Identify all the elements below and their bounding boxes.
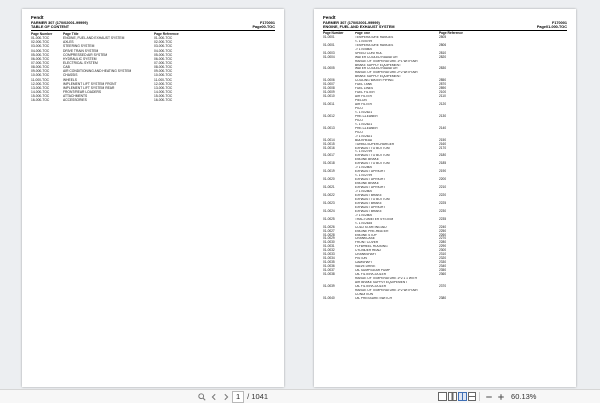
row-page-title: CHASSIS (63, 73, 78, 78)
row-page-reference: 09-000-TOC (154, 69, 173, 74)
model-code: F170001 (260, 21, 275, 25)
row-page-reference: 2140 (439, 125, 447, 130)
model-title: FARMER 307 (170/02001-99999) (323, 21, 380, 25)
row-page-title: CYLINDER HEAD (355, 249, 381, 253)
forward-icon[interactable] (220, 391, 232, 403)
row-page-reference: 2350 (439, 268, 447, 273)
row-page-reference: 2340 (439, 264, 447, 269)
row-page-title: EXHAUST TO BOTTOM (355, 146, 390, 150)
row-page-number: 05-000-TOC (31, 52, 50, 57)
row-page-reference: 2160 (439, 141, 447, 146)
row-page-number: 01-0039 (323, 283, 335, 288)
row-page-number: 01-0027 (323, 228, 335, 233)
row-page-number: 01-0013 (323, 125, 335, 130)
row-page-number: 01-0021 (323, 185, 335, 190)
brand-label: Fendt (323, 15, 336, 20)
row-page-reference: 2180 (439, 153, 447, 158)
row-page-number: 07-000-TOC (31, 60, 50, 65)
row-page-reference: 08-000-TOC (154, 65, 173, 70)
row-page-reference: 07-000-TOC (154, 60, 173, 65)
parts-row (323, 297, 567, 301)
section-ref: Page01-000-TOC (536, 25, 567, 30)
row-page-number: 01-0016 (323, 145, 335, 150)
row-page-number: 01-0032 (323, 248, 335, 253)
row-page-number: 01-0036 (323, 264, 335, 269)
row-page-reference: 2200 (439, 177, 447, 182)
row-page-title: PISTON (355, 257, 367, 261)
row-page-number: 01-0040 (323, 295, 335, 300)
row-page-title: WATER COOLED RADIATOR (355, 67, 398, 71)
row-page-number: 01-0026 (323, 224, 335, 229)
row-page-title: EXHAUST UPRIGHT (355, 170, 386, 174)
row-page-reference: 2150 (439, 137, 447, 142)
row-page-reference: 2310 (439, 252, 447, 257)
row-page-title: -> 170/2621 (355, 134, 373, 138)
row-page-number: 01-0025 (323, 216, 335, 221)
row-page-reference: 2820 (439, 54, 447, 59)
row-page-title: RANGE OF TEMPERATURE 1+2 WITH AIR (355, 288, 418, 292)
row-page-title: TRACTOMETER SYSTEM (355, 217, 394, 221)
row-page-title: COMPRESSED AIR SYSTEM (63, 52, 108, 57)
row-page-title: <- 170/2621 (355, 122, 373, 126)
row-page-title: AIR CONDITIONING AND HEATING SYSTEM (63, 69, 132, 74)
row-page-title: CAB (63, 65, 70, 70)
row-page-number: 01-0029 (323, 236, 335, 241)
row-page-title: COOLING WATER PIPING (355, 79, 394, 83)
section-title: TABLE OF CONTENT (31, 25, 70, 30)
row-page-reference: 2330 (439, 260, 447, 265)
row-page-number: 01-000-TOC (31, 36, 50, 41)
row-page-title: FRONT/REAR LOADERS (63, 90, 102, 95)
toc-table-body (31, 36, 275, 103)
row-page-reference: 2220 (439, 192, 447, 197)
current-page: 1 (236, 392, 241, 401)
row-page-number: 01-0028 (323, 232, 335, 237)
row-page-title: -> 170/2800 (355, 213, 373, 217)
row-page-number: 06-000-TOC (31, 56, 50, 61)
model-code: F170001 (552, 21, 567, 25)
row-page-title: <- 170/2799 (355, 174, 373, 178)
row-page-reference: 2110 (439, 94, 446, 99)
row-page-title: <- 170/2799 (355, 150, 373, 154)
page-layout-icons[interactable] (438, 391, 476, 403)
row-page-number: 01-0030 (323, 240, 335, 245)
row-page-title: AXLES (63, 40, 74, 45)
row-page-title: CAMSHAFT (355, 261, 373, 265)
row-page-reference: 15-000-TOC (154, 94, 173, 99)
row-page-number: 01-0017 (323, 153, 335, 158)
row-page-title: WATER COOLED RADIATOR (355, 55, 398, 59)
row-page-reference: 2210 (439, 185, 447, 190)
row-page-title: ENGINE BRAKE (355, 182, 379, 186)
search-icon[interactable] (196, 391, 208, 403)
row-page-reference: 11-000-TOC (154, 77, 173, 82)
row-page-reference: 2170 (439, 145, 447, 150)
row-page-number: 01-0005 (323, 66, 335, 71)
row-page-reference: 2380 (439, 295, 447, 300)
row-page-title: FLYWHEEL HOUSING (355, 245, 388, 249)
row-page-title: WHEELS (63, 77, 77, 82)
row-page-reference: 10-000-TOC (154, 73, 173, 78)
document-page-1 (22, 9, 284, 387)
col-page-title: Page Title (355, 31, 370, 35)
row-page-reference: 2185 (439, 161, 447, 166)
row-page-reference: 2130 (439, 113, 447, 118)
row-page-reference: 2830 (439, 66, 447, 71)
row-page-title: OIL SUMP/GEAR PUMP (355, 269, 391, 273)
row-page-title: <- 170/2635 (355, 221, 373, 225)
zoom-in-icon[interactable] (495, 391, 507, 403)
row-page-number: 02-000-TOC (31, 40, 50, 45)
row-page-title: EXHAUST UPRIGHT (355, 205, 386, 209)
row-page-number: 16-000-TOC (31, 98, 50, 103)
row-page-reference: 2280 (439, 240, 447, 245)
row-page-title: EXHAUST UPRIGHT (355, 186, 386, 190)
row-page-title: ENGINE, FUEL AND EXHAUST SYSTEM (63, 36, 125, 41)
section-header (323, 25, 567, 29)
row-page-title: ENGINE PRE-HEATER (355, 229, 389, 233)
row-page-number: 01-0008 (323, 86, 335, 91)
row-page-number: 01-0022 (323, 192, 335, 197)
row-page-title: -> 170/5800 (355, 47, 373, 51)
row-page-number: 01-0038 (323, 272, 335, 277)
zoom-out-icon[interactable] (483, 391, 495, 403)
row-page-number: 01-0003 (323, 50, 335, 55)
col-page-reference: Page Reference (439, 30, 463, 35)
row-page-title: BULKHEAD (355, 138, 373, 142)
row-page-number: 01-0009 (323, 90, 335, 95)
row-page-number: 01-0019 (323, 169, 335, 174)
row-page-number: 15-000-TOC (31, 94, 50, 99)
row-page-number: 01-0034 (323, 256, 335, 261)
row-page-title: CONDITION (355, 292, 373, 296)
row-page-reference: 2260 (439, 232, 447, 237)
row-page-reference: 2120 (439, 102, 447, 107)
document-page-2 (314, 9, 576, 387)
row-page-title: -> 170/2800 (355, 166, 373, 170)
section-title: ENGINE, FUEL AND EXHAUST SYSTEM (323, 25, 395, 30)
row-page-number: 01-0035 (323, 260, 335, 265)
row-page-title: PIELON (355, 99, 367, 103)
toc-row (31, 98, 275, 102)
row-page-number: 03-000-TOC (31, 44, 50, 49)
row-page-title: IMPLEMENT LIFT SYSTEM REAR (63, 85, 115, 90)
row-page-reference: 2290 (439, 244, 447, 249)
row-page-title: PICO (355, 107, 363, 110)
row-page-number: 04-000-TOC (31, 48, 50, 53)
row-page-title: TEMPERATURE RANGES (355, 35, 394, 39)
row-page-title: TEMPERATURE RANGES (355, 43, 394, 47)
row-page-title: PICO (355, 130, 363, 134)
row-page-reference: 2190 (439, 169, 447, 174)
row-page-number: 01-0007 (323, 82, 335, 87)
row-page-number: 01-0033 (323, 252, 335, 257)
col-page-number: Page Number (31, 31, 53, 36)
row-page-title: <- 170/5799 (355, 39, 373, 43)
row-page-reference: 2805 (439, 34, 447, 39)
viewer-toolbar (0, 389, 600, 403)
row-page-reference: 2230 (439, 208, 447, 213)
col-page-title: Page Title (63, 31, 79, 36)
row-page-reference: 2870 (439, 82, 447, 87)
row-page-title: ENGINE STOP (355, 233, 377, 237)
row-page-number: 08-000-TOC (31, 65, 50, 70)
row-page-title: CRANKCASE (355, 237, 375, 241)
row-page-number: 01-0010 (323, 94, 335, 99)
row-page-reference: 2850 (439, 78, 447, 83)
model-title: FARMER 307 (170/02001-99999) (31, 21, 88, 25)
page-total: / 1041 (247, 392, 269, 401)
row-page-number: 01-0037 (323, 268, 335, 273)
row-page-number: 01-0023 (323, 200, 335, 205)
row-page-title: AIR BRAKE SUPPLY EQUIPEMENT (355, 280, 408, 284)
row-page-number: 01-0024 (323, 208, 335, 213)
row-page-title: ATTACHMENTS (63, 94, 88, 99)
row-page-reference: 16-000-TOC (154, 98, 173, 103)
row-page-number: 09-000-TOC (31, 69, 50, 74)
row-page-title: EXHAUST TO BOTTOM (355, 197, 390, 201)
row-page-number: 01-0012 (323, 113, 335, 118)
row-page-reference: 06-000-TOC (154, 56, 173, 61)
row-page-reference: 12-000-TOC (154, 81, 173, 86)
row-page-number: 01-0001 (323, 42, 335, 47)
row-page-title: FUEL TANK (355, 83, 373, 87)
row-page-title: ENGINE BRAKE (355, 158, 379, 162)
col-page-number: Page Number (323, 30, 344, 35)
row-page-number: 01-0018 (323, 161, 335, 166)
row-page-reference: 04-000-TOC (154, 48, 173, 53)
row-page-title: ELECTRICAL SYSTEM (63, 60, 98, 65)
row-page-number: 13-000-TOC (31, 85, 50, 90)
row-page-title: IMPLEMENT LIFT SYSTEM FRONT (63, 81, 117, 86)
row-page-number: 01-0001 (323, 34, 335, 39)
row-page-number: 01-0015 (323, 141, 335, 146)
row-page-title: EXHAUST TO BOTTOM (355, 162, 390, 166)
row-page-reference: 2810 (439, 50, 447, 55)
row-page-reference: 2240 (439, 224, 447, 229)
row-page-number: 01-0020 (323, 177, 335, 182)
row-page-number: 01-0004 (323, 54, 335, 59)
row-page-reference: 2890 (439, 86, 447, 91)
row-page-reference: 2250 (439, 228, 447, 233)
row-page-title: AIR FILTER (355, 103, 372, 107)
row-page-reference: 03-000-TOC (154, 44, 173, 49)
row-page-title: TURBO-SUPERCHARGER (355, 142, 395, 146)
row-page-number: 14-000-TOC (31, 90, 50, 95)
row-page-title: <- 170/2621 (355, 110, 373, 114)
row-page-title: HYDRAULIC SYSTEM (63, 56, 97, 61)
row-page-reference: 2100 (439, 90, 447, 95)
row-page-title: -> 170/2800 (355, 190, 373, 194)
row-page-number: 11-000-TOC (31, 77, 50, 82)
row-page-number: 01-0031 (323, 244, 335, 249)
zoom-level[interactable]: 60.13% (511, 392, 537, 401)
row-page-title: EXHAUST UPRIGHT (355, 178, 386, 182)
section-ref: Page00-TOC (252, 25, 275, 30)
back-icon[interactable] (208, 391, 220, 403)
row-page-number: 01-0011 (323, 102, 335, 107)
row-page-title: EXHAUST BRAKE (355, 209, 382, 213)
row-page-title: OIL PRESSURE SWITCH (355, 296, 392, 300)
row-page-reference: 05-000-TOC (154, 52, 173, 57)
row-page-reference: 01-000-TOC (154, 36, 173, 41)
row-page-title: FRONT COVER (355, 241, 379, 245)
row-page-title: RANGE OF TEMPERATURE 1+1 WITH AIR (355, 59, 418, 63)
row-page-title: EXHAUST TO BOTTOM (355, 154, 390, 158)
row-page-title: BRAKE SUPPLY EQUIPEMENT (355, 75, 401, 79)
row-page-title: FUEL LINES (355, 87, 374, 91)
row-page-reference: 2225 (439, 200, 447, 205)
row-page-number: 01-0006 (323, 78, 335, 83)
page-number-input[interactable] (232, 391, 244, 403)
row-page-reference: 2370 (439, 283, 447, 288)
row-page-title: OIL FILTER/COOLER (355, 284, 386, 288)
row-page-reference: 2806 (439, 42, 447, 47)
row-page-number: 10-000-TOC (31, 73, 50, 78)
row-page-title: SPEED CONTROL (355, 51, 383, 55)
row-page-title: ACCESSORIES (63, 98, 87, 103)
row-page-reference: 14-000-TOC (154, 90, 173, 95)
brand-label: Fendt (31, 15, 44, 20)
row-page-reference: 2300 (439, 248, 447, 253)
row-page-number: 01-0014 (323, 137, 335, 142)
row-page-title: PRE-CLEANER (355, 114, 378, 118)
toolbar-separator (479, 392, 480, 401)
row-page-title: FUEL FILTER (355, 91, 375, 95)
row-page-reference: 2360 (439, 272, 447, 277)
row-page-reference: 2320 (439, 256, 447, 261)
row-page-title: RANGE OF TEMPERATURE 1+2 1 1 WITH (355, 276, 417, 280)
row-page-title: BRAKE SUPPLY EQUIPEMENT (355, 63, 401, 67)
row-page-title: PICO (355, 118, 363, 122)
row-page-title: COLD STARTING AID (355, 225, 387, 229)
col-page-reference: Page Reference (154, 31, 179, 36)
row-page-title: STEERING SYSTEM (63, 44, 95, 49)
row-page-reference: 2235 (439, 216, 447, 221)
row-page-reference: 02-000-TOC (154, 40, 173, 45)
row-page-title: PRE-CLEANER (355, 126, 378, 130)
parts-table-body (323, 36, 567, 301)
row-page-title: RANGE OF TEMPERATURE 2+2 WITH AIR (355, 71, 418, 75)
row-page-title: AIR FILTER (355, 95, 372, 99)
row-page-title: VALVE DRIVE (355, 265, 376, 269)
row-page-title: EXHAUST BRAKE (355, 193, 382, 197)
row-page-reference: 2270 (439, 236, 447, 241)
row-page-title: OIL FILTER/COOLER (355, 273, 386, 277)
section-header (31, 25, 275, 29)
row-page-reference: 13-000-TOC (154, 85, 173, 90)
row-page-title: CRANKSHAFT (355, 253, 377, 257)
row-page-number: 12-000-TOC (31, 81, 50, 86)
row-page-title: EXHAUST BRAKE (355, 201, 382, 205)
row-page-title: DRIVE TRAIN SYSTEM (63, 48, 99, 53)
